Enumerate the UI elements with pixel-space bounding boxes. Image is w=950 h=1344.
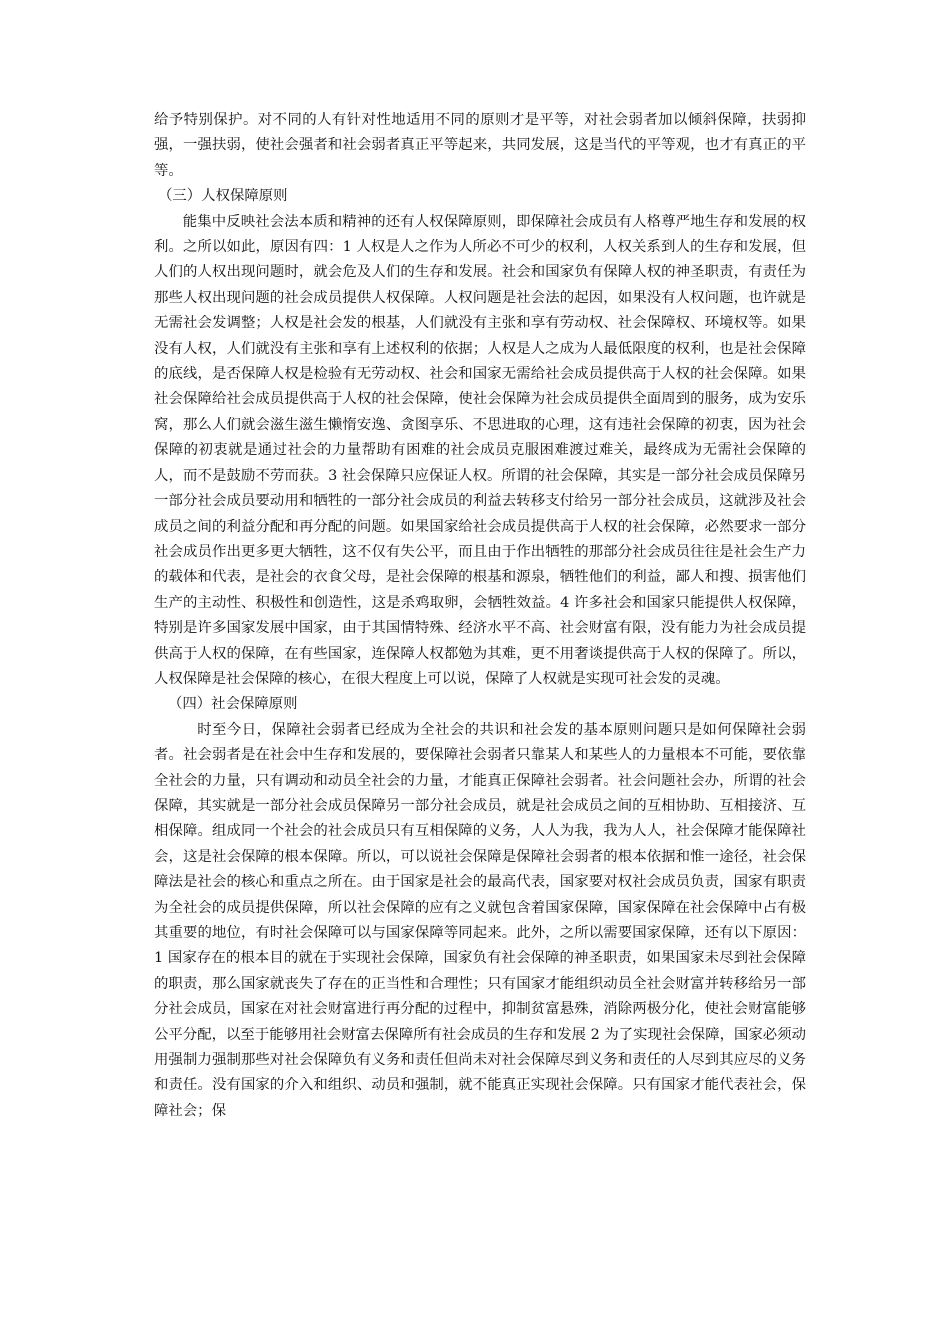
document-page	[154, 108, 806, 1124]
human-rights-paragraph: 能集中反映社会法本质和精神的还有人权保障原则，即保障社会成员有人格尊严地生存和发展的权利。之所以如此，原因有四：1 人权是人之作为人所必不可少的权利，人权关系到人的生存和发展，但人们的人权出现问题时，就会危及人们的生存和发展。社会和国家负有保障人权的神圣职责，有责任为那些人权出现问题的社会成员提供人权保障。人权问题是社会法的起因，如果没有人权问题，也许就是无需社会发调整；人权是社会发的根基，人们就没有主张和享有劳动权、社会保障权、环境权等。如果没有人权，人们就没有主张和享有上述权利的依据；人权是人之成为人最低限度的权利，也是社会保障的底线，是否保障人权是检验有无劳动权、社会和国家无需给社会成员提供高于人权的社会保障。如果社会保障给社会成员提供高于人权的社会保障，使社会保障为社会成员提供全面周到的服务，成为安乐窝，那么人们就会滋生滋生懒惰安逸、贪图享乐、不思进取的心理，这有违社会保障的初衷，因为社会保障的初衷就是通过社会的力量帮助有困难的社会成员克服困难渡过难关，最终成为无需社会保障的人，而不是鼓励不劳而获。3 社会保障只应保证人权。所谓的社会保障，其实是一部分社会成员保障另一部分社会成员要动用和牺牲的一部分社会成员的利益去转移支付给另一部分社会成员，这就涉及社会成员之间的利益分配和再分配的问题。如果国家给社会成员提供高于人权的社会保障，必然要求一部分社会成员作出更多更大牺牲，这不仅有失公平，而且由于作出牺牲的那部分社会成员往往是社会生产力的载体和代表，是社会的衣食父母，是社会保障的根基和源泉，牺牲他们的利益，鄙人和搜、损害他们生产的主动性、积极性和创造性，这是杀鸡取卵，会牺牲效益。4 许多社会和国家只能提供人权保障，特别是许多国家发展中国家，由于其国情特殊、经济水平不高、社会财富有限，没有能力为社会成员提供高于人权的保障，在有些国家，连保障人权都勉为其难，更不用奢谈提供高于人权的保障了。所以，人权保障是社会保障的核心，在很大程度上可以说，保障了人权就是实现可社会发的灵魂。	[154, 213, 806, 687]
social-security-paragraph: 时至今日，保障社会弱者已经成为全社会的共识和社会发的基本原则问题只是如何保障社会弱者。社会弱者是在社会中生存和发展的，要保障社会弱者只靠某人和某些人的力量根本不可能，要依靠全社会的力量，只有调动和动员全社会的力量，才能真正保障社会弱者。社会问题社会办，所谓的社会保障，其实就是一部分社会成员保障另一部分社会成员，就是社会成员之间的互相协助、互相接济、互相保障。组成同一个社会的社会成员只有互相保障的义务，人人为我，我为人人，社会保障才能保障社会，这是社会保障的根本保障。所以，可以说社会保障是保障社会弱者的根本依据和惟一途径，社会保障法是社会的核心和重点之所在。由于国家是社会的最高代表，国家要对权社会成员负责，国家有职责为全社会的成员提供保障，所以社会保障的应有之义就包含着国家保障，国家保障在社会保障中占有极其重要的地位，有时社会保障可以与国家保障等同起来。此外，之所以需要国家保障，还有以下原因：1 国家存在的根本目的就在于实现社会保障，国家负有社会保障的神圣职责，如果国家未尽到社会保障的职责，那么国家就丧失了存在的正当性和合理性；只有国家才能组织动员全社会财富并转移给另一部分社会成员，国家在对社会财富进行再分配的过程中，抑制贫富悬殊，消除两极分化，使社会财富能够公平分配，以至于能够用社会财富去保障所有社会成员的生存和发展 2 为了实现社会保障，国家必须动用强制力强制那些对社会保障负有义务和责任但尚未对社会保障尽到义务和责任的人尽到其应尽的义务和责任。没有国家的介入和组织、动员和强制，就不能真正实现社会保障。只有国家才能代表社会，保障社会；保	[154, 721, 806, 1119]
intro-paragraph: 给予特别保护。对不同的人有针对性地适用不同的原则才是平等，对社会弱者加以倾斜保障，扶弱抑强，一强扶弱，使社会强者和社会弱者真正平等起来，共同发展，这是当代的平等观，也才有真正的平等。	[154, 112, 806, 179]
section-heading-social-security: （四）社会保障原则	[168, 696, 298, 713]
section-heading-human-rights: （三）人权保障原则	[158, 188, 288, 205]
